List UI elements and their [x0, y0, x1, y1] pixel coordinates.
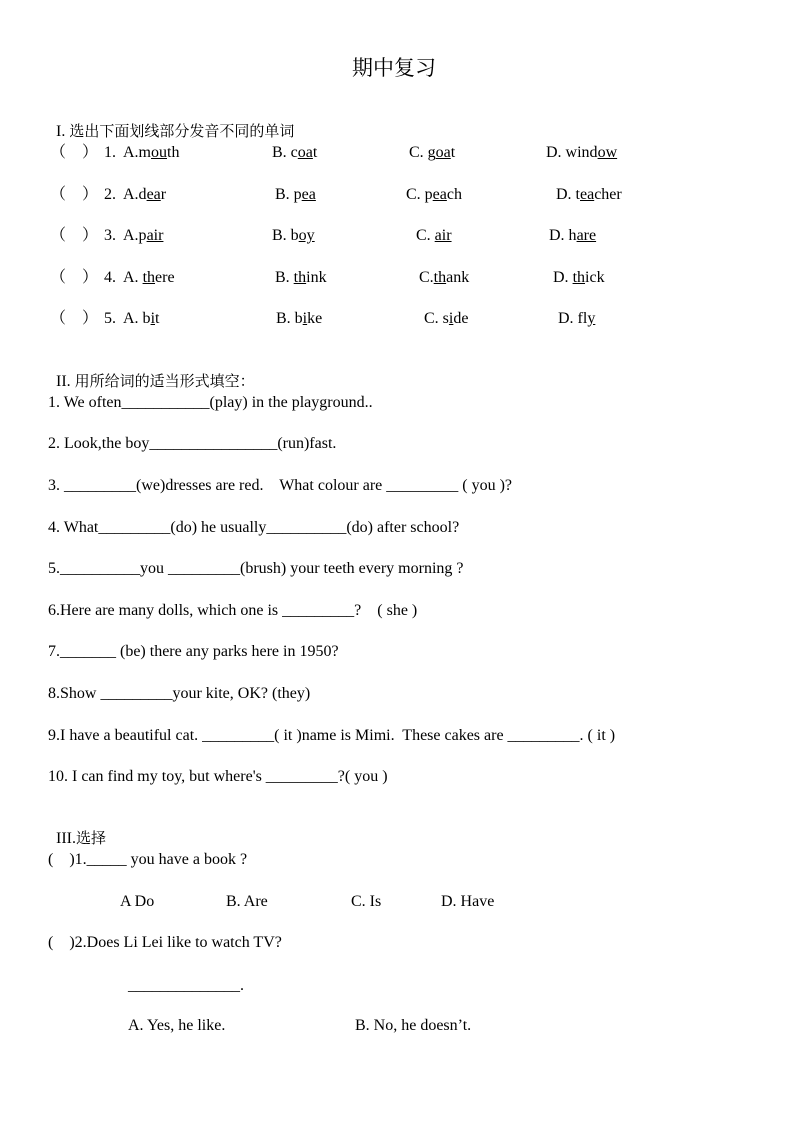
underlined-part: ea — [301, 186, 316, 203]
question-number: 5. — [104, 310, 116, 327]
option-suffix: t — [450, 144, 456, 161]
option-c — [424, 309, 468, 329]
option-b — [272, 226, 315, 246]
option-d — [546, 143, 617, 163]
answer-bracket: （ ） — [50, 144, 99, 161]
choice-2-option-a: A. Yes, he like. — [128, 1017, 226, 1034]
option-d — [558, 309, 595, 329]
option-a — [123, 185, 166, 205]
fill-item-1: 1. We often___________(play) in the playground.. — [48, 394, 373, 411]
choice-1-option-d: D. Have — [441, 893, 495, 910]
section-3-number: III. — [56, 830, 76, 847]
underlined-part: y — [587, 310, 596, 327]
underlined-part: oa — [297, 144, 313, 161]
section-3-title: 选择 — [75, 829, 106, 847]
option-suffix: th — [167, 144, 180, 161]
option-suffix: t — [312, 144, 318, 161]
option-prefix: D. — [553, 269, 573, 286]
choice-1-option-c: C. Is — [351, 893, 382, 910]
section-1-number: I. — [56, 123, 66, 140]
fill-item-8: 8.Show _________your kite, OK? (they) — [48, 685, 311, 702]
option-prefix: B. c — [272, 144, 298, 161]
section-3-heading — [48, 808, 106, 849]
section-1-heading — [48, 101, 294, 142]
option-suffix: ke — [307, 310, 323, 327]
question-number: 3. — [104, 227, 116, 244]
option-d — [553, 268, 605, 288]
option-prefix: C. g — [409, 144, 436, 161]
answer-bracket: （ ） — [50, 186, 99, 203]
underlined-part: ea — [146, 186, 161, 203]
choice-question-1: ( )1._____ you have a book ? — [48, 851, 248, 868]
fill-item-7: 7._______ (be) there any parks here in 1950? — [48, 643, 339, 660]
choice-2-answer-blank: ______________. — [128, 977, 244, 994]
option-suffix: ere — [155, 269, 175, 286]
underlined-part: ow — [597, 144, 618, 161]
section-2-heading — [48, 351, 255, 392]
option-prefix: C. — [419, 269, 434, 286]
underlined-part: oy — [298, 227, 315, 244]
underlined-part: ou — [151, 144, 167, 161]
underlined-part: th — [293, 269, 307, 286]
underlined-part: th — [142, 269, 156, 286]
underlined-part: i — [302, 310, 308, 327]
option-suffix: ink — [306, 269, 327, 286]
underlined-part: i — [150, 310, 156, 327]
underlined-part: oa — [435, 144, 451, 161]
option-a — [123, 143, 179, 163]
option-b — [275, 185, 316, 205]
choice-2-option-b: B. No, he doesn’t. — [355, 1017, 472, 1034]
option-suffix: ick — [585, 269, 605, 286]
fill-item-9: 9.I have a beautiful cat. _________( it )name is Mimi. These cakes are _________. ( it ) — [48, 727, 616, 744]
section-2-number: II. — [56, 373, 71, 390]
question-number: 2. — [104, 186, 116, 203]
choice-1-option-a: A Do — [120, 893, 155, 910]
choice-1-option-b: B. Are — [226, 893, 268, 910]
fill-item-5: 5.__________you _________(brush) your teeth every morning ? — [48, 560, 464, 577]
option-d — [556, 185, 622, 205]
underlined-part: th — [433, 269, 447, 286]
option-prefix: D. fl — [558, 310, 588, 327]
fill-item-6: 6.Here are many dolls, which one is _________? ( she ) — [48, 602, 418, 619]
option-prefix: C. — [416, 227, 435, 244]
option-suffix: de — [453, 310, 469, 327]
section-1-title: 选出下面划线部分发音不同的单词 — [69, 122, 295, 140]
option-d — [549, 226, 596, 246]
underlined-part: air — [146, 227, 164, 244]
underlined-part: ea — [432, 186, 447, 203]
underlined-part: i — [448, 310, 454, 327]
page-title: 期中复习 — [352, 56, 436, 80]
option-prefix: A.d — [123, 186, 147, 203]
option-b — [275, 268, 327, 288]
section-2-title: 用所给词的适当形式填空： — [74, 372, 255, 390]
option-suffix: t — [155, 310, 160, 327]
option-prefix: B. p — [275, 186, 302, 203]
option-prefix: B. — [275, 269, 294, 286]
underlined-part: ea — [580, 186, 595, 203]
option-b — [276, 309, 322, 329]
answer-bracket: （ ） — [50, 269, 99, 286]
underlined-part: are — [576, 227, 597, 244]
option-c — [406, 185, 462, 205]
fill-item-4: 4. What_________(do) he usually__________(do) after school? — [48, 519, 460, 536]
option-prefix: A. — [123, 269, 143, 286]
option-prefix: B. b — [276, 310, 303, 327]
option-prefix: D. h — [549, 227, 577, 244]
option-prefix: C. s — [424, 310, 449, 327]
question-number: 1. — [104, 144, 116, 161]
option-prefix: D. wind — [546, 144, 598, 161]
option-a — [123, 268, 175, 288]
underlined-part: air — [434, 227, 452, 244]
option-c — [416, 226, 452, 246]
option-prefix: A.p — [123, 227, 147, 244]
answer-bracket: （ ） — [50, 227, 99, 244]
option-prefix: A. b — [123, 310, 151, 327]
option-suffix: cher — [594, 186, 622, 203]
option-suffix: ch — [446, 186, 462, 203]
option-suffix: ank — [446, 269, 470, 286]
fill-item-2: 2. Look,the boy________________(run)fast. — [48, 435, 337, 452]
fill-item-3: 3. _________(we)dresses are red. What colour are _________ ( you )? — [48, 477, 513, 494]
choice-question-2: ( )2.Does Li Lei like to watch TV? — [48, 934, 282, 951]
fill-item-10: 10. I can find my toy, but where's _________?( you ) — [48, 768, 388, 785]
answer-bracket: （ ） — [50, 310, 99, 327]
option-a — [123, 309, 159, 329]
option-prefix: A.m — [123, 144, 151, 161]
underlined-part: th — [572, 269, 586, 286]
option-a — [123, 226, 163, 246]
question-number: 4. — [104, 269, 116, 286]
option-prefix: B. b — [272, 227, 299, 244]
option-c — [419, 268, 469, 288]
option-b — [272, 143, 317, 163]
option-prefix: C. p — [406, 186, 433, 203]
option-c — [409, 143, 455, 163]
option-suffix: r — [160, 186, 167, 203]
option-prefix: D. t — [556, 186, 580, 203]
